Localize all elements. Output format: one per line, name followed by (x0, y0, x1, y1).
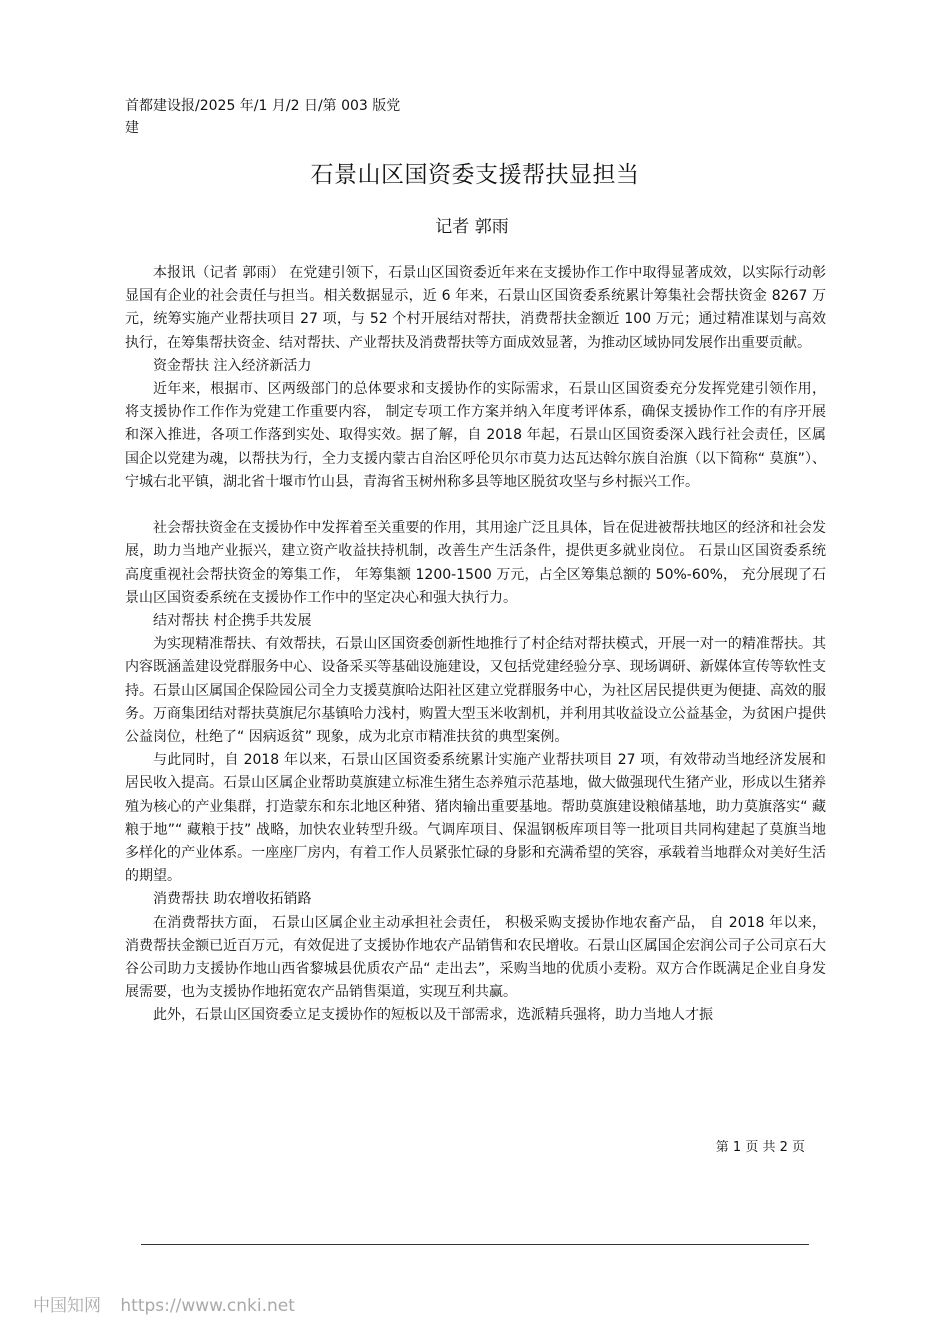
footer-divider (141, 1244, 809, 1245)
paragraph-lead: 本报讯（记者 郭雨） 在党建引领下，石景山区国资委近年来在支援协作工作中取得显著成效，以实际行动彰显国有企业的社会责任与担当。相关数据显示，近 6 年来，石景山区国资委系统累计筹集社会帮扶资金 8267 万元，统筹实施产业帮扶项目 27 项，与 52 个村开展结对帮扶，消费帮扶金额近 100 万元；通过精准谋划与高效执行，在筹集帮扶资金、结对帮扶、产业帮扶及消费帮扶等方面成效显著，为推动区域协同发展作出重要贡献。 (125, 265, 826, 351)
paragraph-pairing-2: 与此同时，自 2018 年以来，石景山区国资委系统累计实施产业帮扶项目 27 项，有效带动当地经济发展和居民收入提高。石景山区属企业帮助莫旗建立标准生猪生态养殖示范基地，做大做强现代生猪产业，形成以生猪养殖为核心的产业集群，打造蒙东和东北地区种猪、猪肉输出重要基地。帮助莫旗建设粮储基地，助力莫旗落实“ 藏粮于地”“ 藏粮于技” 战略，加快农业转型升级。气调库项目、保温钢板库项目等一批项目共同构建起了莫旗当地多样化的产业体系。一座座厂房内，有着工作人员紧张忙碌的身影和充满希望的笑容，承载着当地群众对美好生活的期望。 (125, 752, 826, 885)
paragraph-gap (125, 494, 826, 517)
article-author: 记者 郭雨 (435, 217, 509, 237)
section-heading-consumption: 消费帮扶 助农增收拓销路 (153, 891, 312, 908)
paragraph-pairing-1: 为实现精准帮扶、有效帮扶，石景山区国资委创新性地推行了村企结对帮扶模式，开展一对一的精准帮扶。其内容既涵盖建设党群服务中心、设备采买等基础设施建设，又包括党建经验分享、现场调研、新媒体宣传等软性支持。石景山区属国企保险园公司全力支援莫旗哈达阳社区建立党群服务中心，为社区居民提供更为便捷、高效的服务。万商集团结对帮扶莫旗尼尔基镇哈力浅村，购置大型玉米收割机，并利用其收益设立公益基金，为贫困户提供公益岗位，杜绝了“ 因病返贫” 现象，成为北京市精准扶贫的典型案例。 (125, 636, 826, 746)
paragraph-consumption-2: 此外，石景山区国资委立足支援协作的短板以及干部需求，选派精兵强将，助力当地人才振 (153, 1007, 713, 1024)
paragraph-funding-2: 社会帮扶资金在支援协作中发挥着至关重要的作用，其用途广泛且具体，旨在促进被帮扶地区的经济和社会发展，助力当地产业振兴，建立资产收益扶持机制，改善生产生活条件，提供更多就业岗位。 石景山区国资委系统高度重视社会帮扶资金的筹集工作， 年筹集额 1200-1500 万元，占全区筹集总额的 50%-60%， 充分展现了石景山区国资委系统在支援协作工作中的坚定决心和强大执行力。 (125, 520, 826, 606)
section-heading-funding: 资金帮扶 注入经济新活力 (153, 357, 312, 374)
paragraph-funding-1: 近年来，根据市、区两级部门的总体要求和支援协作的实际需求，石景山区国资委充分发挥党建引领作用， 将支援协作工作作为党建工作重要内容， 制定专项工作方案并纳入年度考评体系，确保支援协作工作的有序开展和深入推进，各项工作落到实处、取得实效。据了解，自 2018 年起，石景山区国资委深入践行社会责任，区属国企以党建为魂，以帮扶为行，全力支援内蒙古自治区呼伦贝尔市莫力达瓦达斡尔族自治旗（以下简称“ 莫旗”）、宁城右北平镇，湖北省十堰市竹山县，青海省玉树州称多县等地区脱贫攻坚与乡村振兴工作。 (125, 381, 826, 490)
article-title: 石景山区国资委支援帮扶显担当 (310, 162, 640, 188)
source-line: 首都建设报/2025 年/1 月/2 日/第 003 版党建 (125, 98, 401, 136)
page-number: 第 1 页 共 2 页 (715, 1140, 805, 1155)
watermark-url: https://www.cnki.net (120, 1296, 295, 1316)
watermark-brand: 中国知网 (33, 1296, 101, 1316)
cnki-watermark (33, 1294, 295, 1318)
article-body (125, 262, 826, 1028)
paragraph-consumption-1: 在消费帮扶方面， 石景山区属企业主动承担社会责任， 积极采购支援协作地农畜产品， 自 2018 年以来，消费帮扶金额已近百万元，有效促进了支援协作地农产品销售和农民增收。石景山区属国企宏润公司子公司京石大谷公司助力支援协作地山西省黎城县优质农产品“ 走出去”，采购当地的优质小麦粉。双方合作既满足企业自身发展需要，也为支援协作地拓宽农产品销售渠道，实现互利共赢。 (125, 914, 826, 1001)
section-heading-pairing: 结对帮扶 村企携手共发展 (153, 613, 312, 630)
